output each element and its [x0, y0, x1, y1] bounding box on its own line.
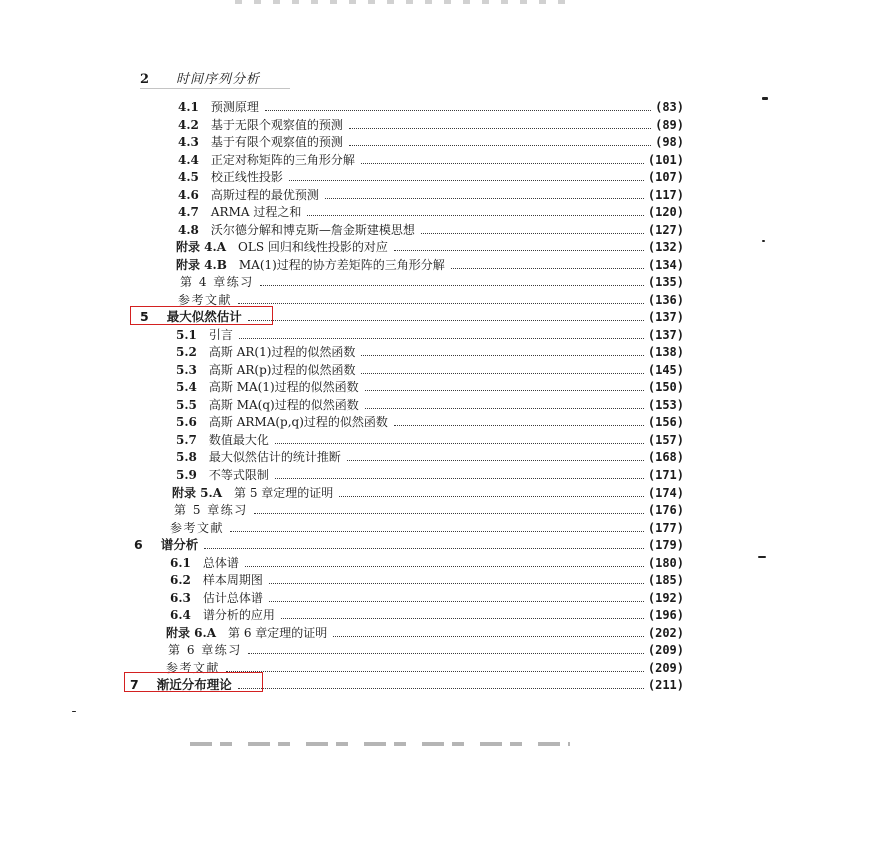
toc-entry-label — [170, 556, 239, 570]
toc-row — [176, 378, 684, 394]
dot-leader — [238, 688, 644, 689]
highlight-box-chapter-5 — [130, 306, 273, 325]
toc-entry-title: 估计总体谱 — [202, 591, 263, 605]
toc-entry-label — [178, 135, 343, 149]
toc-row — [176, 361, 684, 377]
toc-entry-title: 谱分析 — [160, 537, 199, 552]
toc-page-number: (127) — [647, 223, 684, 237]
toc-entry-title: 最大似然估计的统计推断 — [208, 450, 341, 464]
toc-page-number: (101) — [647, 153, 684, 167]
toc-entry-label — [178, 293, 232, 307]
toc-page-number: (177) — [647, 521, 684, 535]
dot-leader — [349, 145, 651, 146]
toc-entry-title: MA(1)过程的协方差矩阵的三角形分解 — [238, 258, 445, 272]
toc-entry-title: 第 6 章定理的证明 — [228, 626, 328, 640]
toc-entry-number: 4.1 — [178, 100, 199, 114]
dot-leader — [248, 653, 644, 654]
dot-leader — [347, 460, 644, 461]
toc-page-number: (179) — [647, 538, 684, 552]
toc-row — [176, 256, 684, 272]
toc-row — [178, 221, 684, 237]
dot-leader — [239, 338, 644, 339]
toc-entry-title: OLS 回归和线性投影的对应 — [238, 240, 388, 254]
toc-page-number: (120) — [647, 205, 684, 219]
toc-entry-number: 5.4 — [176, 380, 197, 394]
toc-row — [178, 186, 684, 202]
dot-leader — [339, 496, 644, 497]
dot-leader — [361, 373, 643, 374]
toc-entry-label — [176, 328, 233, 342]
toc-entry-number: 5.7 — [176, 433, 197, 447]
dot-leader — [394, 250, 644, 251]
toc-page-number: (150) — [647, 380, 684, 394]
toc-entry-label — [170, 521, 224, 535]
toc-entry-number: 4.8 — [178, 223, 199, 237]
toc-entry-number: 附录 6.A — [166, 626, 217, 640]
toc-page-number: (156) — [647, 415, 684, 429]
dot-leader — [269, 601, 644, 602]
toc-entry-number: 4.7 — [178, 205, 199, 219]
toc-entry-label — [178, 205, 301, 219]
toc-page-number: (137) — [647, 328, 684, 342]
toc-entry-number: 5.8 — [176, 450, 197, 464]
toc-row — [180, 273, 684, 289]
toc-entry-number: 5 — [140, 309, 149, 324]
toc-entry-label — [176, 380, 359, 394]
toc-page-number: (145) — [647, 363, 684, 377]
toc-page-number: (132) — [647, 240, 684, 254]
toc-page-number: (107) — [647, 170, 684, 184]
toc-page-number: (98) — [655, 135, 684, 149]
toc-entry-title: 高斯过程的最优预测 — [210, 188, 319, 202]
toc-row — [170, 606, 684, 622]
dot-leader — [254, 513, 644, 514]
toc-entry-label — [134, 538, 198, 552]
toc-entry-title: 校正线性投影 — [210, 170, 283, 184]
toc-entry-number: 附录 4.A — [176, 240, 227, 254]
toc-entry-label — [176, 468, 269, 482]
toc-entry-title: 样本周期图 — [202, 573, 263, 587]
toc-entry-label — [178, 153, 355, 167]
toc-row — [172, 484, 684, 500]
toc-entry-title: 参考文献 — [178, 293, 233, 307]
toc-entry-title: 参考文献 — [170, 521, 225, 535]
toc-entry-title: 沃尔德分解和博克斯—詹金斯建模思想 — [210, 223, 415, 237]
toc-entry-label — [168, 643, 242, 657]
highlight-box-chapter-7 — [124, 672, 263, 692]
dot-leader — [365, 390, 644, 391]
toc-entry-label — [178, 170, 283, 184]
toc-row — [176, 413, 684, 429]
toc-row — [176, 396, 684, 412]
toc-entry-number: 6.4 — [170, 608, 191, 622]
toc-page-number: (192) — [647, 591, 684, 605]
toc-page-number: (176) — [647, 503, 684, 517]
toc-page-number: (83) — [655, 100, 684, 114]
toc-entry-label — [178, 223, 415, 237]
toc-row — [178, 98, 684, 114]
toc-row — [170, 554, 684, 570]
toc-entry-label — [176, 433, 269, 447]
toc-entry-label — [176, 258, 445, 272]
toc-row — [178, 291, 684, 307]
dot-leader — [289, 180, 644, 181]
toc-row — [170, 519, 684, 535]
dot-leader — [275, 478, 644, 479]
toc-row — [174, 501, 684, 517]
toc-page-number: (209) — [647, 643, 684, 657]
toc-entry-number: 4.6 — [178, 188, 199, 202]
toc-entry-label — [178, 188, 319, 202]
toc-entry-title: 不等式限制 — [208, 468, 269, 482]
dot-leader — [265, 110, 651, 111]
toc-chapter-row — [134, 536, 684, 552]
toc-row — [176, 326, 684, 342]
toc-row — [178, 203, 684, 219]
toc-entry-title: 基于无限个观察值的预测 — [210, 118, 343, 132]
dot-leader — [275, 443, 644, 444]
toc-page-number: (135) — [647, 275, 684, 289]
toc-entry-label — [176, 363, 355, 377]
dot-leader — [248, 320, 644, 321]
toc-row — [170, 571, 684, 587]
toc-entry-title: 高斯 MA(q)过程的似然函数 — [208, 398, 359, 412]
toc-row — [178, 168, 684, 184]
toc-entry-title: 总体谱 — [202, 556, 239, 570]
toc-entry-title: 最大似然估计 — [166, 309, 242, 324]
toc-entry-number: 5.3 — [176, 363, 197, 377]
toc-page-number: (196) — [647, 608, 684, 622]
toc-page-number: (117) — [647, 188, 684, 202]
toc-entry-title: ARMA 过程之和 — [210, 205, 302, 219]
toc-entry-number: 6.2 — [170, 573, 191, 587]
toc-page-number: (180) — [647, 556, 684, 570]
toc-page-number: (211) — [647, 678, 684, 692]
toc-entry-label — [176, 450, 341, 464]
toc-entry-number: 6 — [134, 537, 143, 552]
dot-leader — [307, 215, 644, 216]
dot-leader — [361, 355, 643, 356]
toc-entry-title: 谱分析的应用 — [202, 608, 275, 622]
dot-leader — [361, 163, 644, 164]
dot-leader — [260, 285, 644, 286]
toc-entry-number: 5.2 — [176, 345, 197, 359]
dot-leader — [325, 198, 644, 199]
toc-page-number: (153) — [647, 398, 684, 412]
dot-leader — [333, 636, 644, 637]
page-number: 2 — [140, 72, 150, 87]
toc-page-number: (138) — [647, 345, 684, 359]
toc-row — [170, 589, 684, 605]
toc-row — [178, 151, 684, 167]
toc-entry-number: 5.6 — [176, 415, 197, 429]
toc-page-number: (202) — [647, 626, 684, 640]
dot-leader — [451, 268, 644, 269]
dot-leader — [421, 233, 644, 234]
toc-page-number: (89) — [655, 118, 684, 132]
toc-entry-title: 数值最大化 — [208, 433, 269, 447]
dot-leader — [349, 128, 651, 129]
toc-entry-label — [174, 503, 248, 517]
toc-entry-title: 高斯 AR(p)过程的似然函数 — [208, 363, 356, 377]
toc-entry-title: 预测原理 — [210, 100, 259, 114]
dot-leader — [204, 548, 644, 549]
toc-page-number: (136) — [647, 293, 684, 307]
toc-entry-title: 渐近分布理论 — [156, 677, 232, 692]
dot-leader — [226, 671, 644, 672]
toc-page-number: (185) — [647, 573, 684, 587]
toc-entry-label — [170, 591, 263, 605]
toc-entry-label — [176, 415, 388, 429]
toc-entry-number: 4.4 — [178, 153, 199, 167]
dot-leader — [230, 531, 644, 532]
toc-entry-number: 7 — [130, 677, 139, 692]
toc-entry-title: 第 6 章练习 — [168, 643, 242, 657]
toc-entry-label — [180, 275, 254, 289]
toc-page-number: (174) — [647, 486, 684, 500]
toc-page-number: (134) — [647, 258, 684, 272]
toc-entry-title: 引言 — [208, 328, 233, 342]
toc-row — [176, 466, 684, 482]
toc-entry-number: 附录 4.B — [176, 258, 227, 272]
toc-entry-title: 正定对称矩阵的三角形分解 — [210, 153, 355, 167]
toc-page-number: (157) — [647, 433, 684, 447]
toc-entry-label — [176, 398, 359, 412]
toc-entry-label — [170, 608, 275, 622]
toc-row — [176, 448, 684, 464]
toc-entry-title: 第 5 章定理的证明 — [234, 486, 334, 500]
toc-entry-number: 5.9 — [176, 468, 197, 482]
toc-entry-label — [176, 240, 388, 254]
toc-entry-number: 6.3 — [170, 591, 191, 605]
toc-row — [168, 641, 684, 657]
toc-row — [166, 624, 684, 640]
dot-leader — [245, 566, 644, 567]
toc-page-number: (171) — [647, 468, 684, 482]
dot-leader — [365, 408, 644, 409]
dot-leader — [394, 425, 644, 426]
dot-leader — [281, 618, 644, 619]
toc-page-number: (137) — [647, 310, 684, 324]
toc-entry-title: 高斯 MA(1)过程的似然函数 — [208, 380, 359, 394]
toc-page-number: (209) — [647, 661, 684, 675]
toc-entry-title: 基于有限个观察值的预测 — [210, 135, 343, 149]
toc-entry-title: 高斯 AR(1)过程的似然函数 — [208, 345, 356, 359]
toc-row — [176, 238, 684, 254]
running-title: 时间序列分析 — [176, 72, 261, 87]
toc-entry-number: 5.5 — [176, 398, 197, 412]
toc-row — [176, 431, 684, 447]
toc-entry-number: 4.2 — [178, 118, 199, 132]
toc-row — [178, 116, 684, 132]
toc-entry-number: 附录 5.A — [172, 486, 223, 500]
toc-row — [176, 343, 684, 359]
toc-entry-label — [166, 626, 327, 640]
toc-entry-title: 第 5 章练习 — [174, 503, 248, 517]
toc-entry-title: 参考文献 — [166, 661, 221, 675]
toc-entry-label — [170, 573, 263, 587]
toc-entry-label — [178, 118, 343, 132]
toc-entry-label — [172, 486, 333, 500]
toc-page-number: (168) — [647, 450, 684, 464]
toc-row — [178, 133, 684, 149]
toc-entry-number: 5.1 — [176, 328, 197, 342]
toc-entry-label — [178, 100, 259, 114]
toc-entry-number: 4.3 — [178, 135, 199, 149]
dot-leader — [238, 303, 644, 304]
dot-leader — [269, 583, 644, 584]
toc-entry-number: 6.1 — [170, 556, 191, 570]
toc-entry-title: 高斯 ARMA(p,q)过程的似然函数 — [208, 415, 388, 429]
toc-entry-label — [176, 345, 355, 359]
toc-entry-number: 4.5 — [178, 170, 199, 184]
toc-entry-title: 第 4 章练习 — [180, 275, 254, 289]
